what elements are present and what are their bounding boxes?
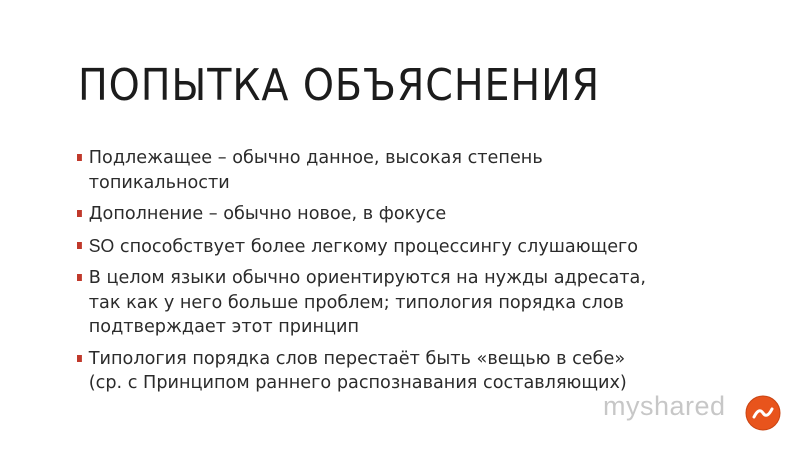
bullet-marker-icon	[77, 154, 82, 161]
bullet-line: (ср. с Принципом раннего распознавания составляющих)	[88, 372, 627, 393]
bullet-line: способствует более легкому процессингу слушающего	[119, 235, 639, 257]
slide-title: ПОПЫТКА ОБЪЯСНЕНИЯ	[78, 60, 601, 111]
bullet-list	[77, 146, 757, 403]
bullet-item	[77, 146, 743, 195]
bullet-line: В целом языки обычно ориентируются на нужды адресата,	[88, 267, 646, 288]
bullet-marker-icon	[77, 274, 82, 281]
bullet-line: так как у него больше проблем; типология порядка слов	[88, 291, 624, 313]
bullet-line: Дополнение – обычно новое, в фокусе	[88, 203, 447, 224]
bullet-line: топикальности	[88, 171, 230, 193]
bullet-line: Типология порядка слов перестаёт быть «вещью в себе»	[88, 347, 626, 369]
bullet-marker-icon	[77, 242, 82, 249]
bullet-marker-icon	[77, 355, 82, 362]
bullet-item	[77, 234, 743, 260]
bullet-item	[77, 202, 743, 227]
watermark-logo-icon	[745, 395, 781, 431]
bullet-prefix: SO	[88, 235, 115, 256]
watermark-text: myshared	[603, 391, 726, 421]
bullet-item	[77, 266, 743, 340]
bullet-line: подтверждает этот принцип	[88, 316, 360, 337]
watermark	[603, 387, 788, 435]
bullet-marker-icon	[77, 210, 82, 217]
bullet-line: Подлежащее – обычно данное, высокая степень	[88, 147, 543, 168]
